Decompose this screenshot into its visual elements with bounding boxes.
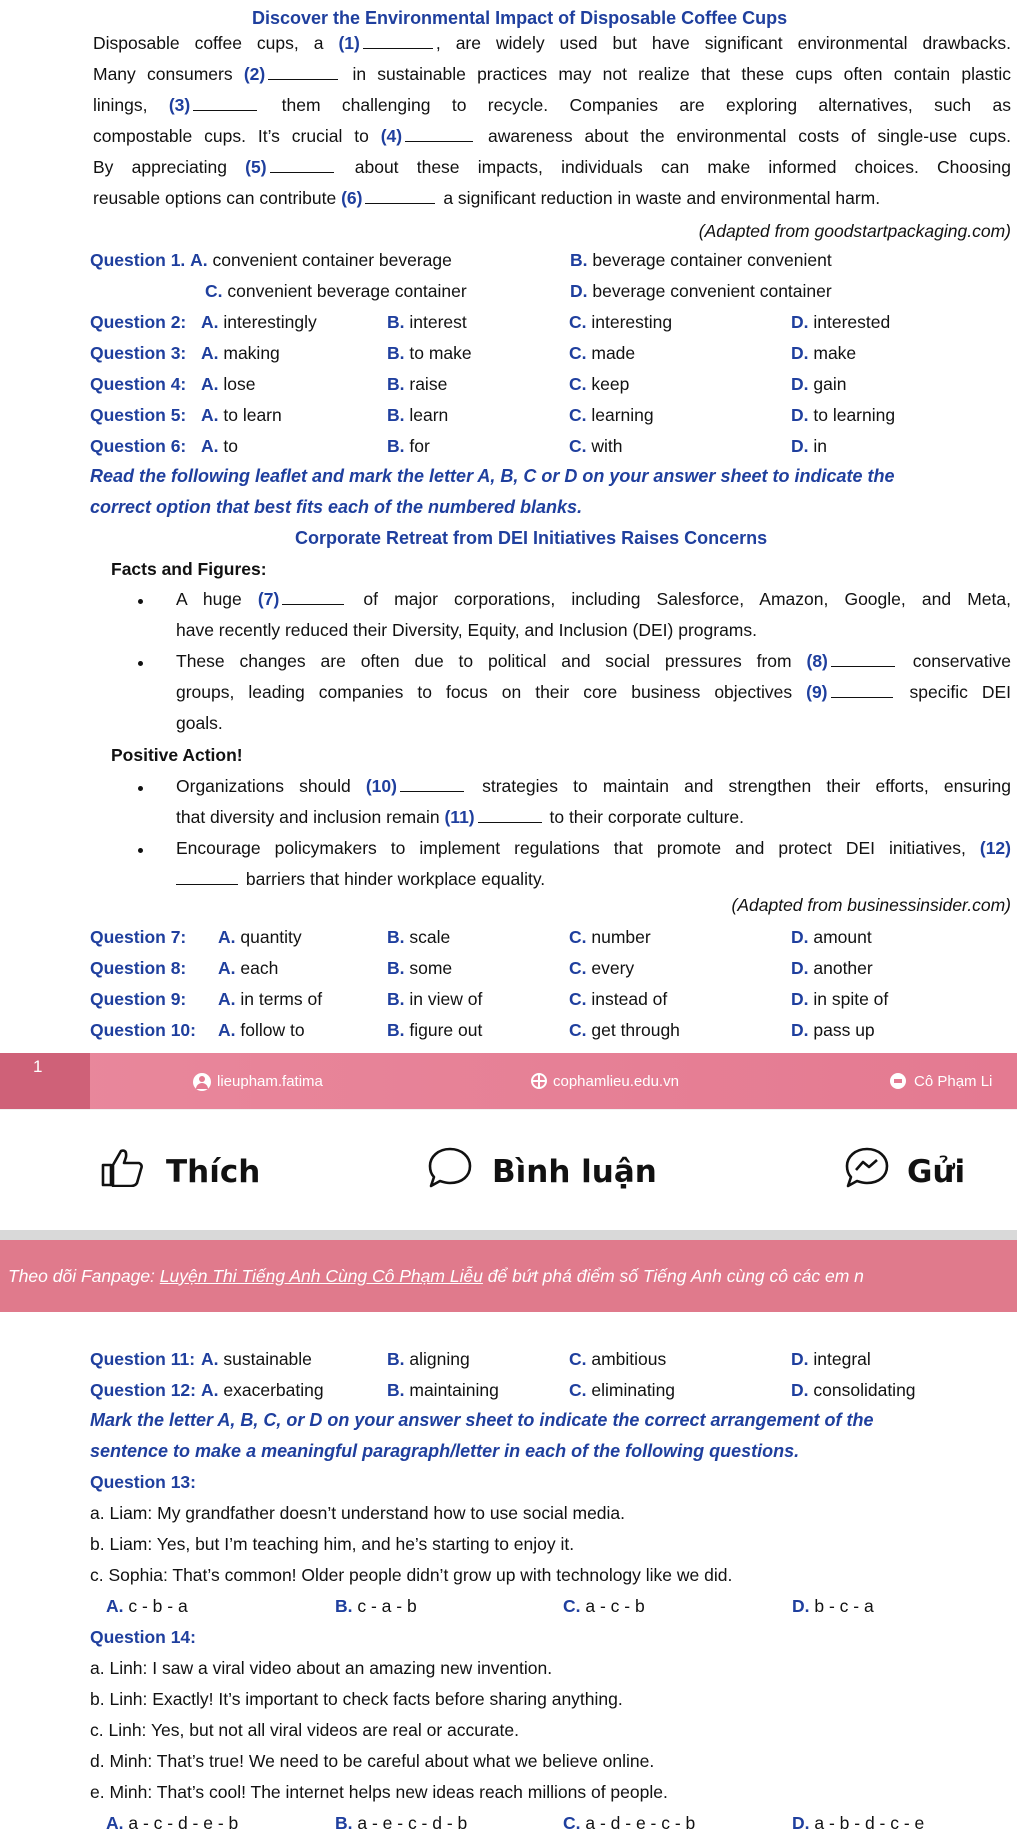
blank-number: (6) (341, 188, 363, 208)
bullet-line: goals. (176, 713, 223, 733)
fanpage-text: Theo dõi Fanpage: Luyện Thi Tiếng Anh Cùng Cô Phạm Liễu để bứt phá điểm số Tiếng Anh cùng cô các em n (8, 1266, 864, 1286)
bullet-dot (138, 661, 143, 666)
option-a[interactable]: A. lose (201, 374, 256, 394)
sentence-line: c. Sophia: That’s common! Older people didn’t grow up with technology like we did. (90, 1565, 733, 1585)
blank-number: (2) (243, 64, 266, 84)
option-b[interactable]: B. for (387, 436, 430, 456)
question-row (90, 927, 1010, 949)
instruction-2-line1: Mark the letter A, B, C, or D on your answer sheet to indicate the correct arrangement of the (90, 1410, 874, 1430)
passage-1-line: compostable cups. It’s crucial to (4) awareness about the environmental costs of single-use cups. (93, 126, 1011, 146)
user-icon (193, 1073, 211, 1091)
option-b[interactable]: B. interest (387, 312, 467, 332)
question-label: Question 9: (90, 989, 187, 1009)
blank-number: (7) (257, 589, 280, 609)
page-number: 1 (33, 1057, 43, 1076)
question-label: Question 5: (90, 405, 187, 425)
thumbs-up-icon (99, 1147, 145, 1187)
option-b[interactable]: B. some (387, 958, 453, 978)
bullet-line: Organizations should (10) strategies to maintain and strengthen their efforts, ensuring (176, 776, 1011, 796)
option-c[interactable]: C. eliminating (569, 1380, 676, 1400)
bullet-line: A huge (7) of major corporations, including Salesforce, Amazon, Google, and Meta, (176, 589, 1011, 609)
blank-number: (9) (806, 682, 828, 702)
question-label: Question 12: (90, 1380, 196, 1400)
option-b[interactable]: B. c - a - b (335, 1596, 417, 1616)
question-1-row1: Question 1. A. convenient container beverage (90, 250, 452, 270)
option-d[interactable]: D. in spite of (791, 989, 889, 1009)
bullet-line: groups, leading companies to focus on their core business objectives (9) specific DEI (176, 682, 1012, 702)
page-tab (0, 1053, 90, 1109)
option-d[interactable]: D. interested (791, 312, 891, 332)
blank-number: (4) (380, 126, 403, 146)
option-b[interactable]: B. maintaining (387, 1380, 499, 1400)
option-d[interactable]: D. in (791, 436, 827, 456)
watermark-banner (0, 1053, 1017, 1109)
option-d[interactable]: D. make (791, 343, 857, 363)
instruction-2-line2: sentence to make a meaningful paragraph/letter in each of the following questions. (90, 1441, 800, 1461)
divider-bottom (0, 1230, 1017, 1240)
bullet-line: These changes are often due to political and social pressures from (8) conservative (176, 651, 1011, 671)
question-row (90, 1020, 1010, 1042)
option-c[interactable]: C. a - d - e - c - b (563, 1813, 696, 1833)
question-row (90, 1380, 1010, 1402)
sentence-line: d. Minh: That’s true! We need to be careful about what we believe online. (90, 1751, 655, 1771)
option-c[interactable]: C. with (569, 436, 623, 456)
question-label: Question 7: (90, 927, 187, 947)
question-row (90, 1349, 1010, 1371)
question-label: Question 14: (90, 1627, 196, 1647)
option-b[interactable]: B. to make (387, 343, 472, 363)
answer-blank (365, 189, 435, 204)
option-a[interactable]: A. c - b - a (106, 1596, 188, 1616)
option-a[interactable]: A. interestingly (201, 312, 317, 332)
option-a[interactable]: A. exacerbating (201, 1380, 324, 1400)
question-1-option-d: D. beverage convenient container (570, 281, 832, 301)
passage-1-line: linings, (3) them challenging to recycle. Companies are exploring alternatives, such as (93, 95, 1011, 115)
blank-number: (1) (338, 33, 360, 53)
sentence-line: a. Liam: My grandfather doesn’t understand how to use social media. (90, 1503, 626, 1523)
option-a[interactable]: A. quantity (218, 927, 302, 947)
question-label: Question 10: (90, 1020, 196, 1040)
option-d[interactable]: D. pass up (791, 1020, 875, 1040)
action-bar: Thích Bình luận Gửi (0, 1110, 1017, 1230)
option-a[interactable]: A. making (201, 343, 280, 363)
question-label: Question 11: (90, 1349, 196, 1369)
blank-number: (5) (245, 157, 267, 177)
option-c[interactable]: C. number (569, 927, 651, 947)
option-c[interactable]: C. learning (569, 405, 654, 425)
comment-bubble-icon (427, 1145, 473, 1189)
answer-blank (176, 870, 238, 885)
option-b[interactable]: B. aligning (387, 1349, 470, 1369)
bullet-line: have recently reduced their Diversity, Equity, and Inclusion (DEI) programs. (176, 620, 757, 640)
option-b[interactable]: B. figure out (387, 1020, 483, 1040)
question-row (90, 436, 1010, 458)
positive-heading: Positive Action! (111, 745, 243, 765)
blank-number: (10) (365, 776, 397, 796)
option-d[interactable]: D. amount (791, 927, 872, 947)
bullet-line: that diversity and inclusion remain (11) to their corporate culture. (176, 807, 745, 827)
messenger-icon (890, 1073, 906, 1089)
option-d[interactable]: D. integral (791, 1349, 871, 1369)
user-handle: lieupham.fatima (217, 1073, 323, 1090)
answer-blank (282, 590, 344, 605)
question-row (90, 405, 1010, 427)
sentence-line: b. Liam: Yes, but I’m teaching him, and he’s starting to enjoy it. (90, 1534, 575, 1554)
answer-blank (831, 683, 893, 698)
blank-number: (8) (806, 651, 828, 671)
passage-1-line: reusable options can contribute (6) a significant reduction in waste and environmental harm. (93, 188, 881, 208)
option-c[interactable]: C. every (569, 958, 635, 978)
answer-blank (270, 158, 334, 173)
option-d[interactable]: D. gain (791, 374, 847, 394)
blank-number: (12) (979, 838, 1011, 858)
question-label: Question 2: (90, 312, 187, 332)
option-c[interactable]: C. get through (569, 1020, 680, 1040)
sentence-line: a. Linh: I saw a viral video about an amazing new invention. (90, 1658, 553, 1678)
source-note-2: (Adapted from businessinsider.com) (731, 895, 1011, 915)
option-a[interactable]: A. sustainable (201, 1349, 312, 1369)
option-c[interactable]: C. made (569, 343, 636, 363)
question-label: Question 8: (90, 958, 187, 978)
blank-number: (3) (168, 95, 191, 115)
option-a[interactable]: A. a - c - d - e - b (106, 1813, 239, 1833)
option-c[interactable]: C. ambitious (569, 1349, 667, 1369)
passage-1-line: Disposable coffee cups, a (1) , are widely used but have significant environmental drawbacks. (93, 33, 1011, 53)
leaflet-title: Corporate Retreat from DEI Initiatives Raises Concerns (295, 528, 768, 548)
question-label: Question 3: (90, 343, 187, 363)
instruction-1-line2: correct option that best fits each of the numbered blanks. (90, 497, 583, 517)
fanpage-banner (0, 1240, 1017, 1312)
globe-icon (531, 1073, 547, 1089)
question-row (90, 374, 1010, 396)
source-note-1: (Adapted from goodstartpackaging.com) (698, 221, 1011, 241)
page-name: Cô Phạm Li (914, 1073, 993, 1090)
option-a[interactable]: A. in terms of (218, 989, 323, 1009)
messenger-send-icon (844, 1145, 890, 1189)
question-label: Question 6: (90, 436, 187, 456)
option-c[interactable]: C. keep (569, 374, 630, 394)
bullet-line: barriers that hinder workplace equality. (173, 869, 1011, 889)
sentence-line: e. Minh: That’s cool! The internet helps new ideas reach millions of people. (90, 1782, 668, 1802)
bullet-line: Encourage policymakers to implement regulations that promote and protect DEI initiatives, (12) (176, 838, 1011, 858)
bullet-dot (138, 848, 143, 853)
blank-number: (11) (444, 807, 475, 827)
sentence-line: b. Linh: Exactly! It’s important to check facts before sharing anything. (90, 1689, 623, 1709)
question-label: Question 13: (90, 1472, 196, 1492)
question-label: Question 4: (90, 374, 187, 394)
option-a[interactable]: A. follow to (218, 1020, 305, 1040)
sentence-line: c. Linh: Yes, but not all viral videos are real or accurate. (90, 1720, 519, 1740)
option-b[interactable]: B. learn (387, 405, 449, 425)
answer-blank (363, 34, 433, 49)
facts-heading: Facts and Figures: (111, 559, 267, 579)
option-d[interactable]: D. a - b - d - c - e (792, 1813, 925, 1833)
answer-blank (831, 652, 895, 667)
option-b[interactable]: B. a - e - c - d - b (335, 1813, 468, 1833)
option-b[interactable]: B. scale (387, 927, 451, 947)
option-b[interactable]: B. in view of (387, 989, 483, 1009)
passage-title: Discover the Environmental Impact of Disposable Coffee Cups (252, 8, 788, 28)
answer-blank (478, 808, 542, 823)
option-c[interactable]: C. a - c - b (563, 1596, 645, 1616)
website-url: cophamlieu.edu.vn (553, 1073, 679, 1090)
answer-blank (193, 96, 257, 111)
question-row (90, 958, 1010, 980)
passage-1-line: By appreciating (5) about these impacts, individuals can make informed choices. Choosing (93, 157, 1011, 177)
option-d[interactable]: D. another (791, 958, 873, 978)
bullet-dot (138, 786, 143, 791)
option-a[interactable]: A. to (201, 436, 238, 456)
question-row (90, 312, 1010, 334)
option-d[interactable]: D. to learning (791, 405, 896, 425)
option-c[interactable]: C. instead of (569, 989, 668, 1009)
option-d[interactable]: D. consolidating (791, 1380, 916, 1400)
fanpage-link[interactable]: Luyện Thi Tiếng Anh Cùng Cô Phạm Liễu (159, 1266, 483, 1286)
option-b[interactable]: B. raise (387, 374, 448, 394)
option-c[interactable]: C. interesting (569, 312, 673, 332)
question-row (90, 343, 1010, 365)
passage-1-line: Many consumers (2) in sustainable practices may not realize that these cups often contain plastic (93, 64, 1011, 84)
bullet-dot (138, 599, 143, 604)
option-a[interactable]: A. each (218, 958, 279, 978)
question-1-option-c: C. convenient beverage container (205, 281, 467, 301)
question-row (90, 989, 1010, 1011)
answer-blank (405, 127, 473, 142)
option-a[interactable]: A. to learn (201, 405, 282, 425)
option-d[interactable]: D. b - c - a (792, 1596, 874, 1616)
instruction-1-line1: Read the following leaflet and mark the letter A, B, C or D on your answer sheet to indicate the (90, 466, 895, 486)
answer-blank (400, 777, 464, 792)
question-1-option-b: B. beverage container convenient (570, 250, 832, 270)
answer-blank (268, 65, 338, 80)
